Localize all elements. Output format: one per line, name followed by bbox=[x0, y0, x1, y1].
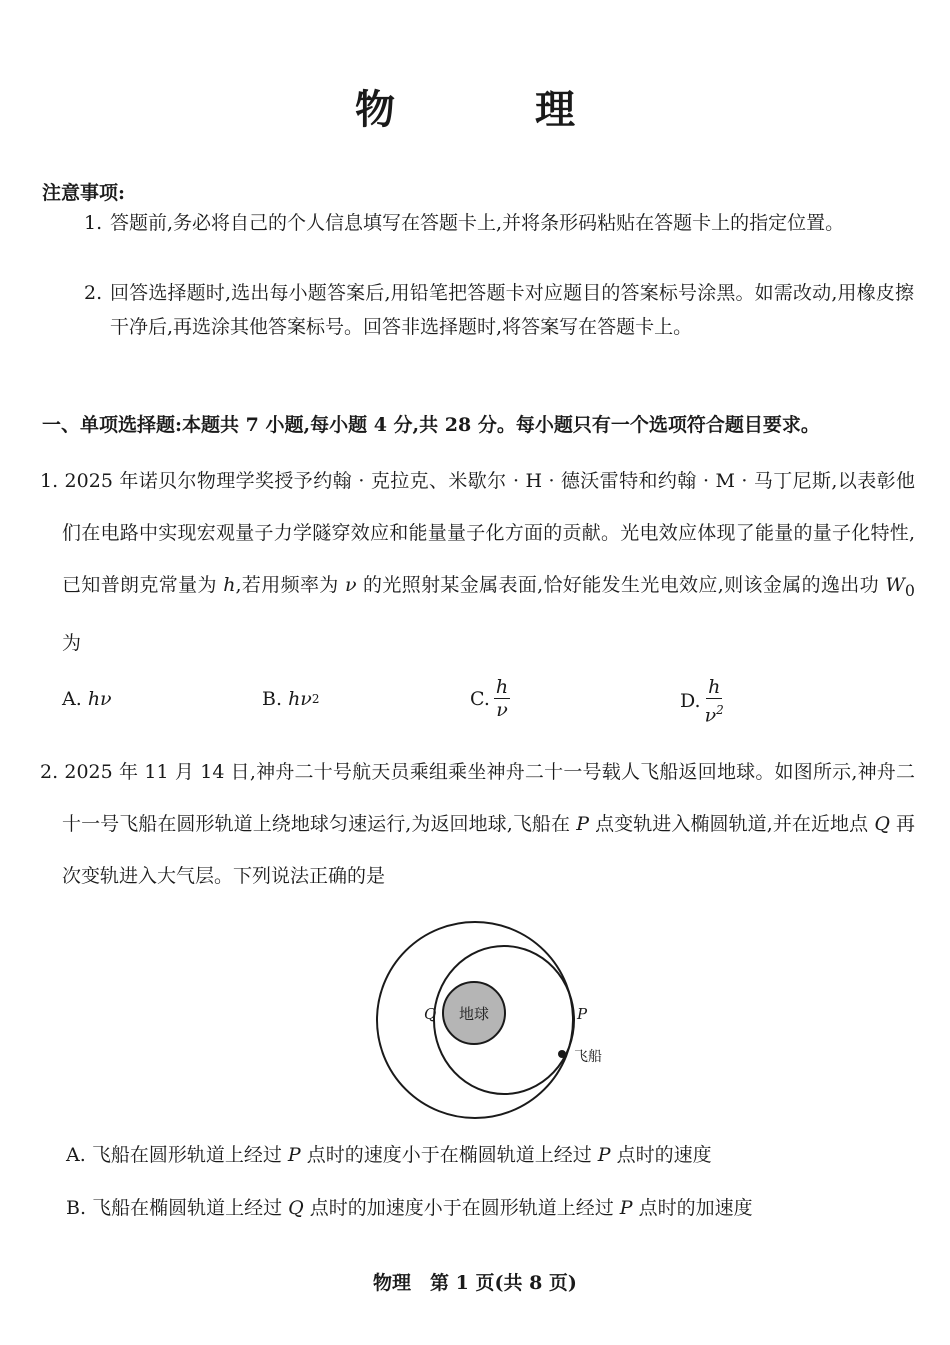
p-label: P bbox=[577, 1005, 588, 1023]
q2-option-b: B. 飞船在椭圆轨道上经过 Q 点时的加速度小于在圆形轨道上经过 P 点时的加速度 bbox=[66, 1197, 753, 1219]
page-footer: 物理 第 1 页(共 8 页) bbox=[373, 1272, 577, 1294]
q1-option-b: B. hν 2 bbox=[262, 688, 320, 710]
spacecraft-label: 飞船 bbox=[574, 1049, 602, 1065]
page-title: 物 理 bbox=[355, 86, 625, 133]
notice-item-number: 2. bbox=[84, 282, 103, 304]
section-heading: 一、单项选择题:本题共 7 小题,每小题 4 分,共 28 分。每小题只有一个选项符合题目要求。 bbox=[42, 414, 820, 436]
notice-item-1 bbox=[84, 206, 914, 240]
notice-item-2 bbox=[84, 276, 914, 344]
notice-item-text: 答题前,务必将自己的个人信息填写在答题卡上,并将条形码粘贴在答题卡上的指定位置。 bbox=[110, 212, 845, 234]
question-1 bbox=[40, 455, 915, 669]
notice-item-text: 回答选择题时,选出每小题答案后,用铅笔把答题卡对应题目的答案标号涂黑。如需改动,用橡皮擦干净后,再选涂其他答案标号。回答非选择题时,将答案写在答题卡上。 bbox=[110, 282, 914, 338]
notice-heading: 注意事项: bbox=[42, 182, 126, 204]
question-1-stem: 1. 2025 年诺贝尔物理学奖授予约翰 · 克拉克、米歇尔 · H · 德沃雷特和约翰 · M · 马丁尼斯,以表彰他们在电路中实现宏观量子力学隧穿效应和能量量子化方面的贡献。光电效应体现了能量的量子化特性,已知普朗克常量为 h,若用频率为 ν 的光照射某金属表面,恰好能发生光电效应,则该金属的逸出功 $W_0$为 bbox=[40, 470, 915, 654]
fraction: $\frac{h}{\nu^2}$ bbox=[704, 676, 724, 727]
orbit-diagram bbox=[370, 920, 610, 1120]
q1-option-a: A. hν bbox=[62, 688, 112, 710]
fraction: $\frac{h}{\nu}$ bbox=[495, 676, 509, 721]
q2-option-a: A. 飞船在圆形轨道上经过 P 点时的速度小于在椭圆轨道上经过 P 点时的速度 bbox=[66, 1144, 712, 1166]
question-2-stem: 2. 2025 年 11 月 14 日,神舟二十号航天员乘组乘坐神舟二十一号载人飞船返回地球。如图所示,神舟二十一号飞船在圆形轨道上绕地球匀速运行,为返回地球,飞船在 P 点变轨进入椭圆轨道,并在近地点 Q 再次变轨进入大气层。下列说法正确的是 bbox=[40, 761, 916, 887]
q-label: Q bbox=[424, 1005, 437, 1023]
q1-option-d: D. $\frac{h}{\nu^2}$ bbox=[680, 676, 724, 727]
notice-item-number: 1. bbox=[84, 212, 103, 234]
spacecraft-dot bbox=[558, 1050, 566, 1058]
question-2 bbox=[40, 746, 915, 902]
q1-option-c: C. $\frac{h}{\nu}$ bbox=[470, 676, 509, 721]
earth-label: 地球 bbox=[458, 1005, 490, 1023]
